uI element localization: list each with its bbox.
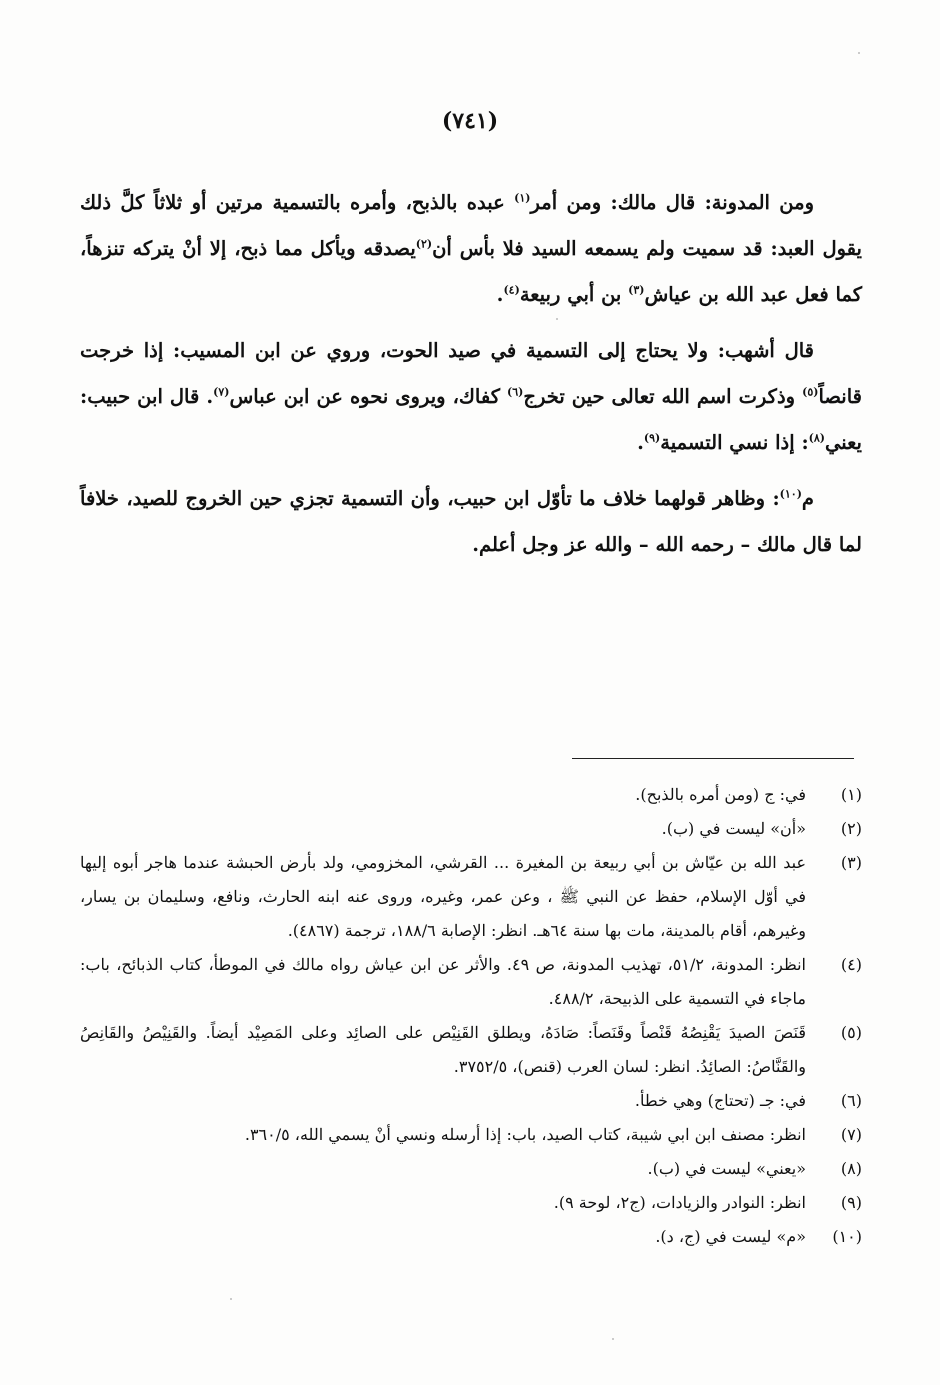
text-run: : إذا نسي التسمية [660, 431, 809, 454]
footnote-marker: (٨) [808, 431, 826, 445]
footnote-marker: (١٠) [779, 487, 802, 501]
scan-speck [556, 318, 558, 320]
footnote-marker: (٧) [213, 385, 230, 399]
text-run: بن أبي ربيعة [519, 283, 629, 306]
footnote-marker: (١) [514, 191, 531, 205]
footnote-number: (١٠) [832, 1227, 862, 1246]
footnote-number: (٧) [840, 1125, 862, 1144]
footnote-marker: (٥) [802, 385, 819, 399]
footnote-marker: (٩) [643, 431, 661, 445]
footnote-text: في: ج (ومن أمره بالذبح). [635, 785, 806, 804]
footnote-divider [572, 758, 854, 759]
footnote-10 [80, 1220, 862, 1254]
scan-speck [230, 1298, 232, 1300]
scan-speck [858, 52, 860, 54]
paragraph-2 [80, 328, 862, 466]
footnote-text: «أن» ليست في (ب). [661, 819, 806, 838]
footnote-number: (٨) [840, 1159, 862, 1178]
footnote-text: قَنَصَ الصيدَ يَقْنِصُهُ قَنْصاً وقَنَصاً: صَادَهُ، ويطلق القَنِيْص على الصائِد وعلى المَصِيْد أيضاً. والقَنِيْصُ والقَانِصُ والقَنَّاصُ: الصائِدُ. انظر: لسان العرب (قنص)، ٣٧٥٢/٥. [80, 1023, 807, 1076]
footnote-5 [80, 1016, 862, 1084]
text-run: عبده بالذبح، وأمره بالتسمية مرتين أو ثلاثاً كلَّ ذلك يقول العبد: قد سميت ولم يسمعه السيد فلا بأس أن [80, 191, 862, 260]
text-run: قال أشهب: ولا يحتاج إلى التسمية في صيد الحوت، وروي عن ابن المسيب: إذا خرجت قانصاً [80, 339, 862, 408]
paragraph-3 [80, 476, 862, 568]
text-run: م [801, 487, 814, 510]
footnote-text: انظر: النوادر والزيادات، (ج٢، لوحة ٩). [553, 1193, 806, 1212]
footnote-marker: (٤) [503, 283, 520, 297]
footnote-6 [80, 1084, 862, 1118]
footnote-1 [80, 778, 862, 812]
footnote-text: في: جـ (تحتاج) وهي خطأ. [634, 1091, 806, 1110]
footnote-3 [80, 846, 862, 948]
footnote-9 [80, 1186, 862, 1220]
footnote-number: (١) [840, 785, 862, 804]
footnote-text: انظر: مصنف ابن ابي شيبة، كتاب الصيد، باب: إذا أرسله ونسي أنْ يسمي الله، ٣٦٠/٥. [244, 1125, 806, 1144]
footnote-number: (٤) [840, 955, 862, 974]
footnote-8 [80, 1152, 862, 1186]
footnote-number: (٩) [840, 1193, 862, 1212]
footnote-number: (٥) [840, 1023, 862, 1042]
footnote-number: (٦) [840, 1091, 862, 1110]
footnote-text: عبد الله بن عيّاش بن أبي ربيعة بن المغيرة ... القرشي، المخزومي، ولد بأرض الحبشة عندما هاجر أبوه إليها في أوّل الإسلام، حفظ عن النبي ﷺ ، وعن عمر، وغيره، وروى عنه ابنه الحارث، ونافع، وسليمان بن يسار، وغيرهم، أقام بالمدينة، مات بها سنة ٦٤هـ. انظر: الإصابة ١٨٨/٦، ترجمة (٤٨٦٧). [80, 853, 806, 940]
footnotes [80, 778, 862, 1254]
footnote-number: (٢) [840, 819, 862, 838]
footnote-7 [80, 1118, 862, 1152]
footnote-marker: (٢) [415, 237, 433, 251]
text-run: . [496, 283, 504, 306]
text-run: . قال ابن حبيب: يعني [80, 385, 862, 454]
footnote-4 [80, 948, 862, 1016]
paragraph-1 [80, 180, 862, 318]
footnote-2 [80, 812, 862, 846]
footnote-text: «يعني» ليست في (ب). [647, 1159, 806, 1178]
footnote-number: (٣) [840, 853, 862, 872]
footnote-text: «م» ليست في (ج، د). [655, 1227, 806, 1246]
text-run: . [637, 431, 644, 454]
main-text [80, 180, 862, 578]
footnote-marker: (٣) [628, 283, 645, 297]
page-number: (٧٤١) [441, 108, 499, 134]
text-run: ومن المدونة: قال مالك: ومن أمر [530, 191, 814, 214]
footnote-text: انظر: المدونة، ٥١/٢، تهذيب المدونة، ص ٤٩. والأثر عن ابن عياش رواه مالك في الموطأ، كتاب الذبائح، باب: ماجاء في التسمية على الذبيحة، ٤٨٨/٢. [80, 955, 806, 1008]
footnote-marker: (٦) [507, 385, 524, 399]
text-run: : وظاهر قولهما خلاف ما تأوّل ابن حبيب، وأن التسمية تجزي حين الخروج للصيد، خلافاً لما قال مالك – رحمه الله – والله عز وجل أعلم. [80, 487, 862, 556]
text-run: يصدقه ويأكل مما ذبح، إلا أنْ يتركه تنزهاً، كما فعل عبد الله بن عياش [80, 237, 862, 306]
text-run: كفاك، ويروى نحوه عن ابن عباس [229, 385, 508, 408]
text-run: وذكرت اسم الله تعالى حين تخرج [523, 385, 803, 408]
scan-speck [612, 1338, 614, 1340]
